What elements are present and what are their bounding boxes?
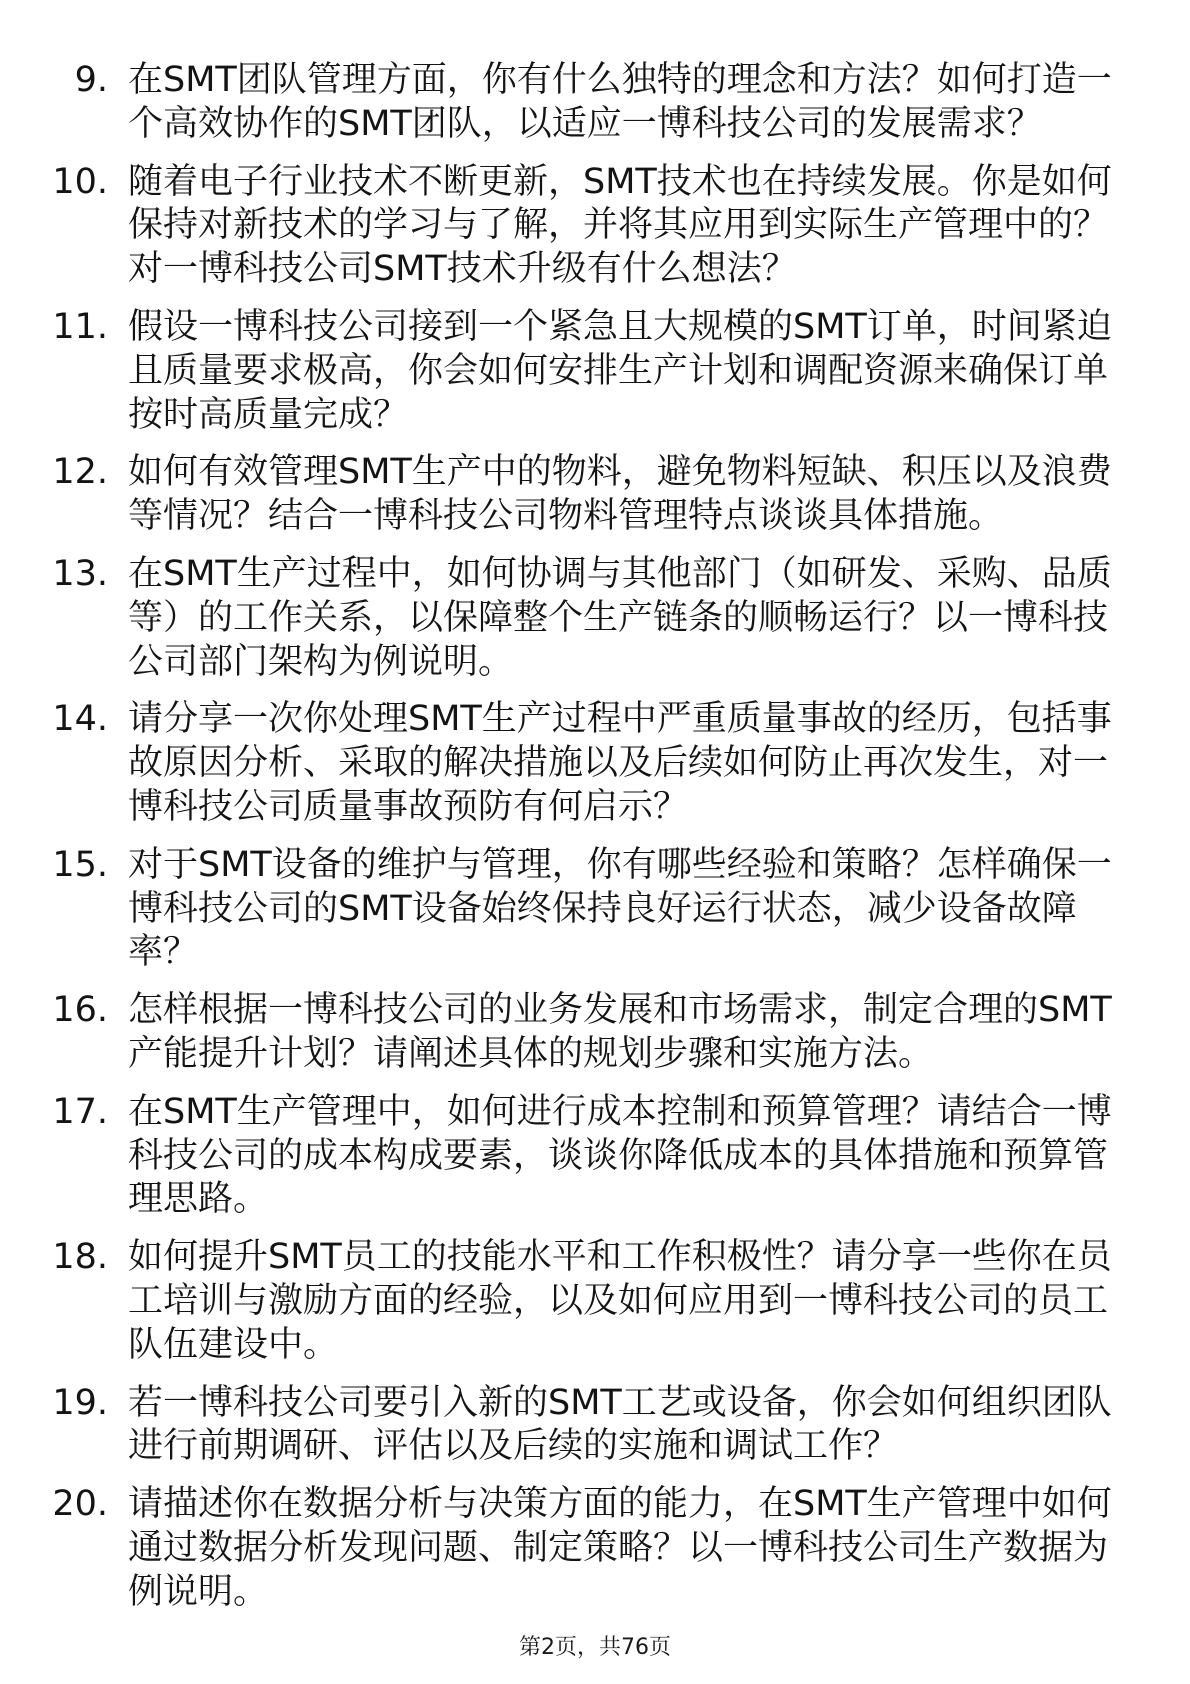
- question-line: 等）的工作关系，以保障整个生产链条的顺畅运行？以一博科技: [128, 597, 1109, 638]
- question-text: [128, 306, 1158, 437]
- question-line: 例说明。: [128, 1571, 269, 1612]
- question-number: 11.: [52, 306, 108, 347]
- question-line: 请描述你在数据分析与决策方面的能力，在SMT生产管理中如何: [128, 1484, 1112, 1525]
- question-number: 12.: [52, 452, 108, 493]
- question-line: 请分享一次你处理SMT生产过程中严重质量事故的经历，包括事: [128, 699, 1112, 740]
- question-number: 14.: [52, 699, 108, 740]
- question-item: [0, 989, 1190, 1077]
- question-line: 保持对新技术的学习与了解，并将其应用到实际生产管理中的？: [128, 205, 1109, 246]
- question-line: 随着电子行业技术不断更新，SMT技术也在持续发展。你是如何: [128, 161, 1112, 202]
- question-text: [128, 451, 1158, 539]
- question-number: 10.: [52, 161, 108, 202]
- question-item: [0, 1382, 1190, 1470]
- question-line: 故原因分析、采取的解决措施以及后续如何防止再次发生，对一: [128, 743, 1109, 784]
- question-number: 9.: [74, 60, 108, 100]
- question-number: 13.: [52, 553, 108, 594]
- question-number: 16.: [52, 990, 108, 1031]
- question-number: 20.: [52, 1484, 108, 1525]
- question-line: 进行前期调研、评估以及后续的实施和调试工作？: [128, 1426, 899, 1467]
- question-text: [128, 698, 1158, 829]
- question-text: [128, 59, 1158, 147]
- question-line: 通过数据分析发现问题、制定策略？以一博科技公司生产数据为: [128, 1527, 1109, 1568]
- question-line: 公司部门架构为例说明。: [128, 641, 514, 682]
- question-item: [0, 1483, 1190, 1614]
- question-line: 工培训与激励方面的经验，以及如何应用到一博科技公司的员工: [128, 1280, 1109, 1321]
- question-line: 假设一博科技公司接到一个紧急且大规模的SMT订单，时间紧迫: [128, 306, 1112, 347]
- question-text: [128, 844, 1158, 975]
- question-number: 15.: [52, 844, 108, 885]
- question-line: 在SMT生产过程中，如何协调与其他部门（如研发、采购、品质: [128, 553, 1112, 594]
- question-text: [128, 1236, 1158, 1367]
- question-line: 若一博科技公司要引入新的SMT工艺或设备，你会如何组织团队: [128, 1382, 1112, 1423]
- question-line: 等情况？结合一博科技公司物料管理特点谈谈具体措施。: [128, 496, 1004, 537]
- question-text: [128, 989, 1158, 1077]
- question-line: 在SMT团队管理方面，你有什么独特的理念和方法？如何打造一: [128, 60, 1112, 100]
- question-line: 在SMT生产管理中，如何进行成本控制和预算管理？请结合一博: [128, 1091, 1112, 1132]
- question-item: [0, 844, 1190, 975]
- question-line: 怎样根据一博科技公司的业务发展和市场需求，制定合理的SMT: [128, 990, 1112, 1031]
- question-line: 产能提升计划？请阐述具体的规划步骤和实施方法。: [128, 1033, 934, 1074]
- question-item: [0, 59, 1190, 147]
- question-text: [128, 1382, 1158, 1470]
- question-item: [0, 553, 1190, 684]
- question-item: [0, 1236, 1190, 1367]
- question-text: [128, 161, 1158, 292]
- question-list: [0, 59, 1190, 1629]
- question-line: 如何有效管理SMT生产中的物料，避免物料短缺、积压以及浪费: [128, 452, 1112, 493]
- question-line: 博科技公司的SMT设备始终保持良好运行状态，减少设备故障: [128, 888, 1077, 929]
- question-line: 如何提升SMT员工的技能水平和工作积极性？请分享一些你在员: [128, 1237, 1112, 1278]
- question-text: [128, 553, 1158, 684]
- question-line: 且质量要求极高，你会如何安排生产计划和调配资源来确保订单: [128, 350, 1109, 391]
- question-line: 理思路。: [128, 1179, 269, 1220]
- question-line: 对于SMT设备的维护与管理，你有哪些经验和策略？怎样确保一: [128, 844, 1112, 885]
- question-item: [0, 306, 1190, 437]
- question-number: 18.: [52, 1237, 108, 1278]
- question-line: 率？: [128, 932, 199, 973]
- question-text: [128, 1483, 1158, 1614]
- question-line: 队伍建设中。: [128, 1324, 339, 1365]
- question-line: 科技公司的成本构成要素，谈谈你降低成本的具体措施和预算管: [128, 1135, 1109, 1176]
- question-number: 17.: [52, 1091, 108, 1132]
- question-item: [0, 451, 1190, 539]
- question-number: 19.: [52, 1382, 108, 1423]
- question-line: 按时高质量完成？: [128, 394, 409, 435]
- question-line: 对一博科技公司SMT技术升级有什么想法？: [128, 249, 797, 290]
- question-line: 博科技公司质量事故预防有何启示？: [128, 786, 689, 827]
- question-item: [0, 698, 1190, 829]
- question-text: [128, 1091, 1158, 1222]
- question-item: [0, 1091, 1190, 1222]
- question-item: [0, 161, 1190, 292]
- page-footer: 第2页，共76页: [519, 1635, 671, 1660]
- question-line: 个高效协作的SMT团队，以适应一博科技公司的发展需求？: [128, 103, 1042, 144]
